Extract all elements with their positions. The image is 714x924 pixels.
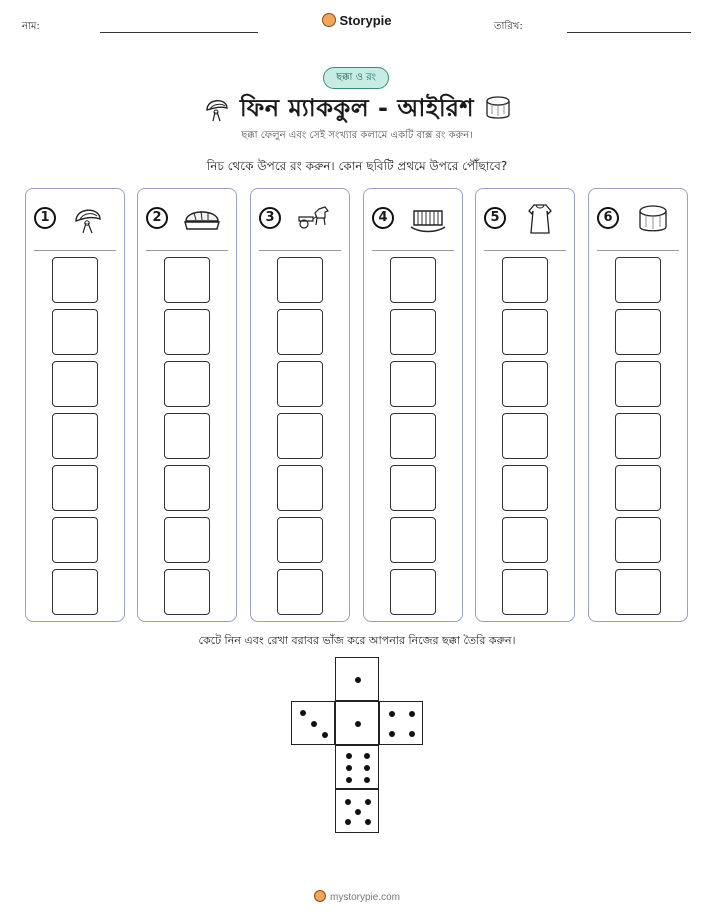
die-pip (311, 721, 317, 727)
die-pip (409, 731, 415, 737)
color-box[interactable] (615, 361, 661, 407)
column-divider (484, 250, 566, 251)
color-box[interactable] (52, 465, 98, 511)
color-box[interactable] (52, 517, 98, 563)
color-box[interactable] (615, 257, 661, 303)
color-box[interactable] (164, 413, 210, 459)
storypie-mascot-icon (314, 890, 326, 902)
die-pip (346, 777, 352, 783)
color-box[interactable] (390, 413, 436, 459)
column-divider (259, 250, 341, 251)
die-pip (346, 753, 352, 759)
color-box[interactable] (277, 569, 323, 615)
activity-badge: ছক্কা ও রং (323, 67, 389, 89)
color-box[interactable] (277, 309, 323, 355)
column-divider (372, 250, 454, 251)
die-pip (300, 710, 306, 716)
color-box[interactable] (52, 413, 98, 459)
footer (0, 890, 714, 903)
column-1 (25, 188, 125, 622)
die-pip (389, 711, 395, 717)
tree-stump-icon (483, 94, 513, 122)
color-box[interactable] (502, 413, 548, 459)
page-title: ফিন ম্যাককুল - আইরিশ (239, 94, 475, 122)
footer-url[interactable]: mystorypie.com (329, 892, 400, 903)
color-box[interactable] (502, 569, 548, 615)
color-box[interactable] (502, 517, 548, 563)
name-label: নাম: (22, 21, 40, 32)
die-face-6 (335, 745, 379, 789)
color-box[interactable] (390, 309, 436, 355)
cut-instruction: কেটে নিন এবং রেখা বরাবর ভাঁজ করে আপনার নিজের ছক্কা তৈরি করুন। (198, 634, 516, 647)
question-text: নিচ থেকে উপরে রং করুন। কোন ছবিটি প্রথমে উপরে পৌঁছাবে? (206, 159, 508, 173)
column-number: 3 (259, 207, 281, 229)
column-3 (250, 188, 350, 622)
name-field-line[interactable] (100, 32, 258, 33)
column-6 (588, 188, 688, 622)
die-pip (322, 732, 328, 738)
color-box[interactable] (615, 413, 661, 459)
die-pip (365, 799, 371, 805)
color-box[interactable] (502, 361, 548, 407)
cradle-icon (408, 201, 448, 235)
die-pip (345, 819, 351, 825)
die-pip (365, 819, 371, 825)
die-pip (345, 799, 351, 805)
color-box[interactable] (390, 517, 436, 563)
column-number: 2 (146, 207, 168, 229)
die-pip (355, 721, 361, 727)
color-box[interactable] (164, 257, 210, 303)
die-pip (389, 731, 395, 737)
column-number: 1 (34, 207, 56, 229)
color-box[interactable] (390, 257, 436, 303)
die-pip (364, 765, 370, 771)
color-box[interactable] (52, 309, 98, 355)
color-box[interactable] (390, 465, 436, 511)
die-pip (355, 809, 361, 815)
color-box[interactable] (277, 413, 323, 459)
column-2 (137, 188, 237, 622)
subtitle: ছক্কা ফেলুন এবং সেই সংখ্যার কলামে একটি বাক্স রং করুন। (241, 130, 473, 141)
color-box[interactable] (502, 465, 548, 511)
color-box[interactable] (615, 465, 661, 511)
die-pip (355, 677, 361, 683)
brand-logo (0, 13, 714, 28)
die-pip (346, 765, 352, 771)
color-box[interactable] (615, 309, 661, 355)
dress-icon (520, 201, 560, 235)
column-number: 6 (597, 207, 619, 229)
column-number: 4 (372, 207, 394, 229)
color-box[interactable] (502, 309, 548, 355)
color-box[interactable] (615, 569, 661, 615)
die-pip (364, 753, 370, 759)
column-4 (363, 188, 463, 622)
brand-name: Storypie (339, 13, 392, 28)
die-face-4 (379, 701, 423, 745)
color-box[interactable] (164, 309, 210, 355)
column-divider (34, 250, 116, 251)
date-label: তারিখ: (494, 21, 523, 32)
bonnet-icon (70, 201, 110, 235)
color-box[interactable] (52, 361, 98, 407)
column-divider (597, 250, 679, 251)
color-box[interactable] (52, 257, 98, 303)
color-box[interactable] (164, 517, 210, 563)
die-face-1 (335, 701, 379, 745)
die-face-5 (335, 789, 379, 833)
color-box[interactable] (390, 569, 436, 615)
color-box[interactable] (164, 569, 210, 615)
color-box[interactable] (164, 361, 210, 407)
color-box[interactable] (502, 257, 548, 303)
date-field-line[interactable] (567, 32, 691, 33)
color-box[interactable] (277, 517, 323, 563)
color-box[interactable] (164, 465, 210, 511)
storypie-mascot-icon (322, 13, 336, 27)
die-face-1 (335, 657, 379, 701)
die-pip (364, 777, 370, 783)
column-number: 5 (484, 207, 506, 229)
horse-cart-icon (295, 201, 335, 235)
bread-loaf-icon (182, 201, 222, 235)
color-box[interactable] (277, 257, 323, 303)
color-box[interactable] (390, 361, 436, 407)
color-box[interactable] (277, 465, 323, 511)
die-face-3 (291, 701, 335, 745)
die-pip (409, 711, 415, 717)
color-box[interactable] (277, 361, 323, 407)
tree-stump-icon (633, 201, 673, 235)
column-5 (475, 188, 575, 622)
column-divider (146, 250, 228, 251)
color-box[interactable] (615, 517, 661, 563)
color-box[interactable] (52, 569, 98, 615)
